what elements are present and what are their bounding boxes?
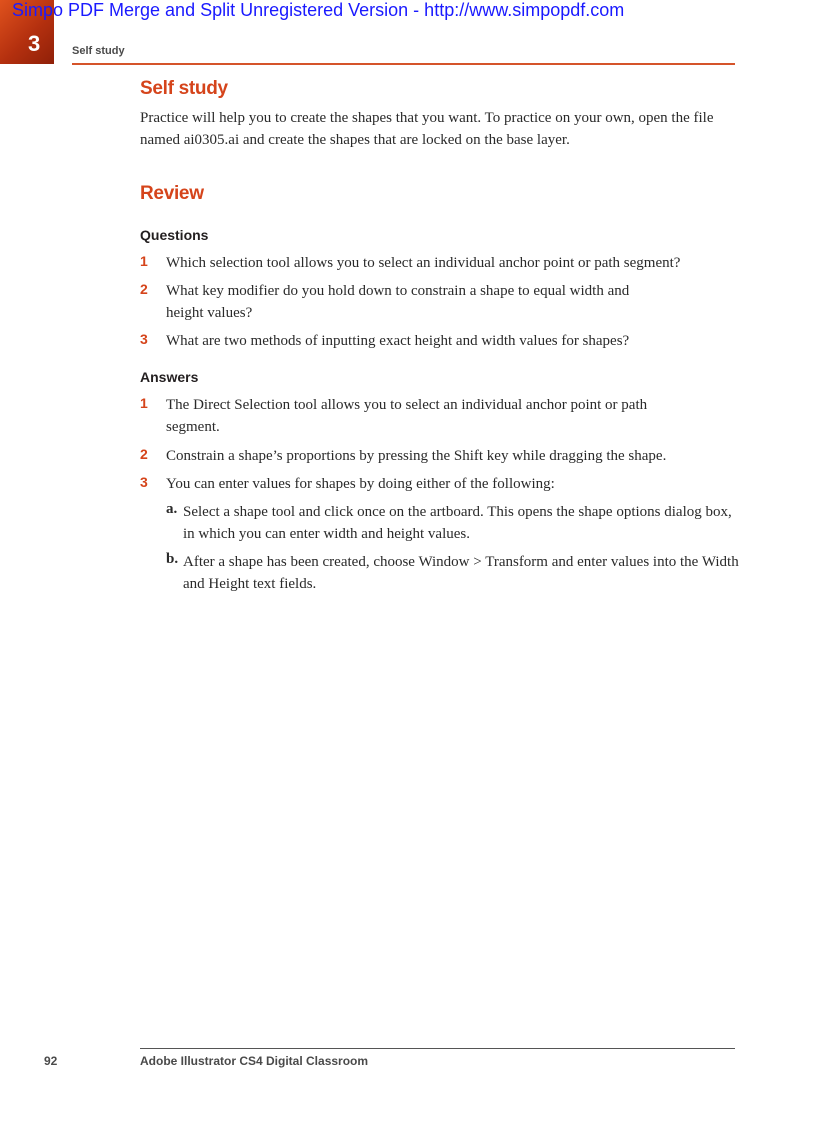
question-text: What key modifier do you hold down to constrain a shape to equal width and height values? [166,283,630,321]
answer-text: The Direct Selection tool allows you to select an individual anchor point or path segment. [166,397,648,435]
answer-text: Constrain a shape’s proportions by pressing the Shift key while dragging the shape. [166,448,667,464]
watermark[interactable]: Simpo PDF Merge and Split Unregistered Version - http://www.simpopdf.com [12,0,625,20]
question-text: Which selection tool allows you to select an individual anchor point or path segment? [166,255,681,271]
question-number: 1 [140,253,148,269]
sub-answer-letter: a. [166,501,178,517]
answer-text: You can enter values for shapes by doing either of the following: [166,476,555,492]
self-study-paragraph: Practice will help you to create the shapes that you want. To practice on your own, open the file named ai0305.ai and create the shapes that are locked on the base layer. [140,110,714,148]
header-rule [72,63,735,65]
question-number: 3 [140,331,148,347]
question-number: 2 [140,281,148,297]
book-title: Adobe Illustrator CS4 Digital Classroom [140,1054,369,1068]
answers-heading: Answers [140,369,199,385]
answer-number: 3 [140,474,148,490]
question-text: What are two methods of inputting exact height and width values for shapes? [166,333,630,349]
answer-number: 1 [140,395,148,411]
sub-answer-text: Select a shape tool and click once on the artboard. This opens the shape options dialog box, in which you can enter width and height values. [183,504,732,542]
sub-answer-text: After a shape has been created, choose Window > Transform and enter values into the Width and Height text fields. [183,554,739,592]
questions-heading: Questions [140,227,209,243]
chapter-number: 3 [28,31,41,56]
self-study-heading: Self study [140,78,228,99]
footer-rule [140,1048,735,1049]
answer-number: 2 [140,446,148,462]
sub-answer-letter: b. [166,551,179,567]
page-number: 92 [44,1054,58,1068]
running-head: Self study [72,45,125,57]
review-heading: Review [140,183,204,204]
